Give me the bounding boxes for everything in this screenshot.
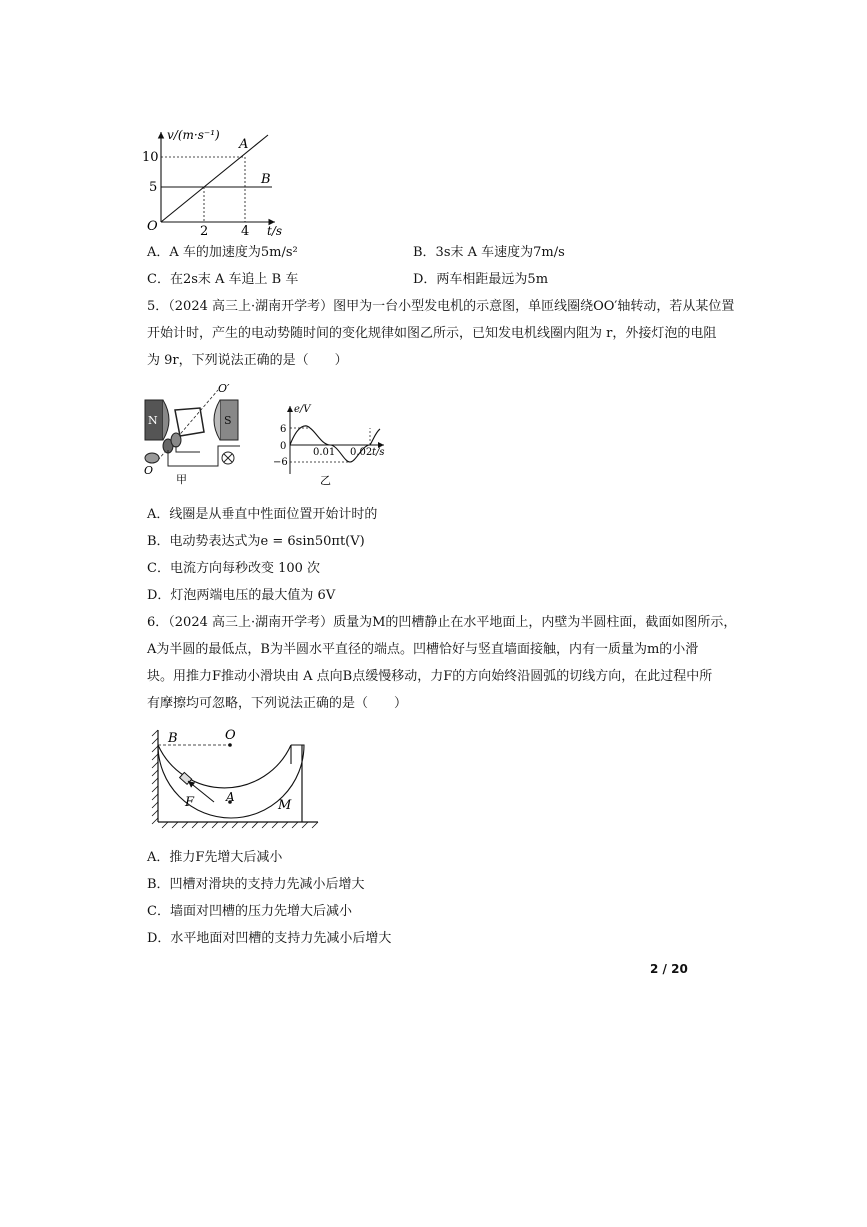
label-a: A bbox=[226, 790, 235, 804]
emf-graph bbox=[268, 402, 388, 487]
q5-stem-line3: 为 9r，下列说法正确的是（ ） bbox=[147, 353, 348, 368]
q5-option-c: C．电流方向每秒改变 100 次 bbox=[147, 561, 321, 576]
vt-label-b: B bbox=[261, 172, 271, 187]
q4-option-d: D．两车相距最远为5m bbox=[413, 272, 549, 287]
q6-option-c: C．墙面对凹槽的压力先增大后减小 bbox=[147, 904, 352, 919]
emf-zero: 0 bbox=[280, 441, 287, 452]
vt-line-a bbox=[161, 135, 268, 222]
q5-option-b: B．电动势表达式为e = 6sin50πt(V) bbox=[147, 534, 365, 549]
vt-label-a: A bbox=[239, 137, 249, 152]
emf-x-label: t/s bbox=[372, 447, 385, 458]
label-m: M bbox=[278, 798, 292, 813]
page-number: 2 / 20 bbox=[650, 962, 688, 976]
q4-option-c: C．在2s末 A 车追上 B 车 bbox=[147, 272, 299, 287]
center-point bbox=[228, 743, 232, 747]
axis-label-bottom: O bbox=[144, 464, 154, 477]
q6-option-d: D．水平地面对凹槽的支持力先减小后增大 bbox=[147, 931, 392, 946]
emf-x-t1: 0.01 bbox=[313, 447, 336, 458]
q5-option-a: A．线圈是从垂直中性面位置开始计时的 bbox=[147, 507, 378, 522]
axis-label-top: O′ bbox=[218, 382, 230, 395]
groove-figure bbox=[150, 722, 322, 832]
coil bbox=[175, 408, 204, 436]
q6-option-a: A．推力F先增大后减小 bbox=[147, 850, 283, 865]
q6-option-b: B．凹槽对滑块的支持力先减小后增大 bbox=[147, 877, 365, 892]
q6-stem-line3: 块。用推力F推动小滑块由 A 点向B点缓慢移动，力F的方向始终沿圆弧的切线方向，在此过程中所 bbox=[147, 669, 713, 684]
emf-y-pos: 6 bbox=[280, 424, 287, 435]
vt-y-label: v/(m·s⁻¹) bbox=[167, 128, 220, 142]
emf-x-t2: 0.02 bbox=[350, 447, 373, 458]
slip-ring-2 bbox=[171, 433, 181, 447]
vt-graph bbox=[135, 122, 285, 240]
vt-x-tick-4: 4 bbox=[241, 224, 250, 239]
label-b: B bbox=[168, 731, 178, 746]
magnet-s-label: S bbox=[224, 414, 232, 427]
vt-x-tick-2: 2 bbox=[200, 224, 209, 239]
vt-x-label: t/s bbox=[267, 224, 283, 238]
q6-stem-line1: 6．（2024 高三上·湖南开学考）质量为M的凹槽静止在水平地面上，内壁为半圆柱面，截面如图所示， bbox=[147, 615, 737, 630]
q6-stem-line4: 有摩擦均可忽略，下列说法正确的是（ ） bbox=[147, 696, 408, 711]
vt-origin: O bbox=[147, 219, 158, 234]
label-o: O bbox=[225, 728, 236, 743]
fig-yi-caption: 乙 bbox=[320, 474, 331, 487]
vt-y-tick-5: 5 bbox=[149, 180, 158, 195]
q4-option-a: A．A 车的加速度为5m/s² bbox=[147, 245, 298, 260]
q5-stem-line2: 开始计时，产生的电动势随时间的变化规律如图乙所示，已知发电机线圈内阻为 r，外接灯泡的电阻 bbox=[147, 326, 717, 341]
brush bbox=[145, 453, 159, 463]
fig-jia-caption: 甲 bbox=[176, 473, 187, 485]
emf-y-label: e/V bbox=[294, 404, 311, 415]
label-f: F bbox=[185, 795, 195, 810]
vt-y-tick-10: 10 bbox=[142, 150, 159, 165]
emf-y-neg: −6 bbox=[273, 457, 288, 468]
q6-stem-line2: A为半圆的最低点，B为半圆水平直径的端点。凹槽恰好与竖直墙面接触，内有一质量为m的小滑 bbox=[147, 642, 699, 657]
generator-figure bbox=[140, 380, 245, 485]
q4-option-b: B．3s末 A 车速度为7m/s bbox=[413, 245, 565, 260]
q5-stem-line1: 5．（2024 高三上·湖南开学考）图甲为一台小型发电机的示意图，单匝线圈绕OO′轴转动，若从某位置 bbox=[147, 299, 735, 314]
q5-option-d: D．灯泡两端电压的最大值为 6V bbox=[147, 588, 336, 603]
magnet-n-label: N bbox=[148, 414, 158, 427]
